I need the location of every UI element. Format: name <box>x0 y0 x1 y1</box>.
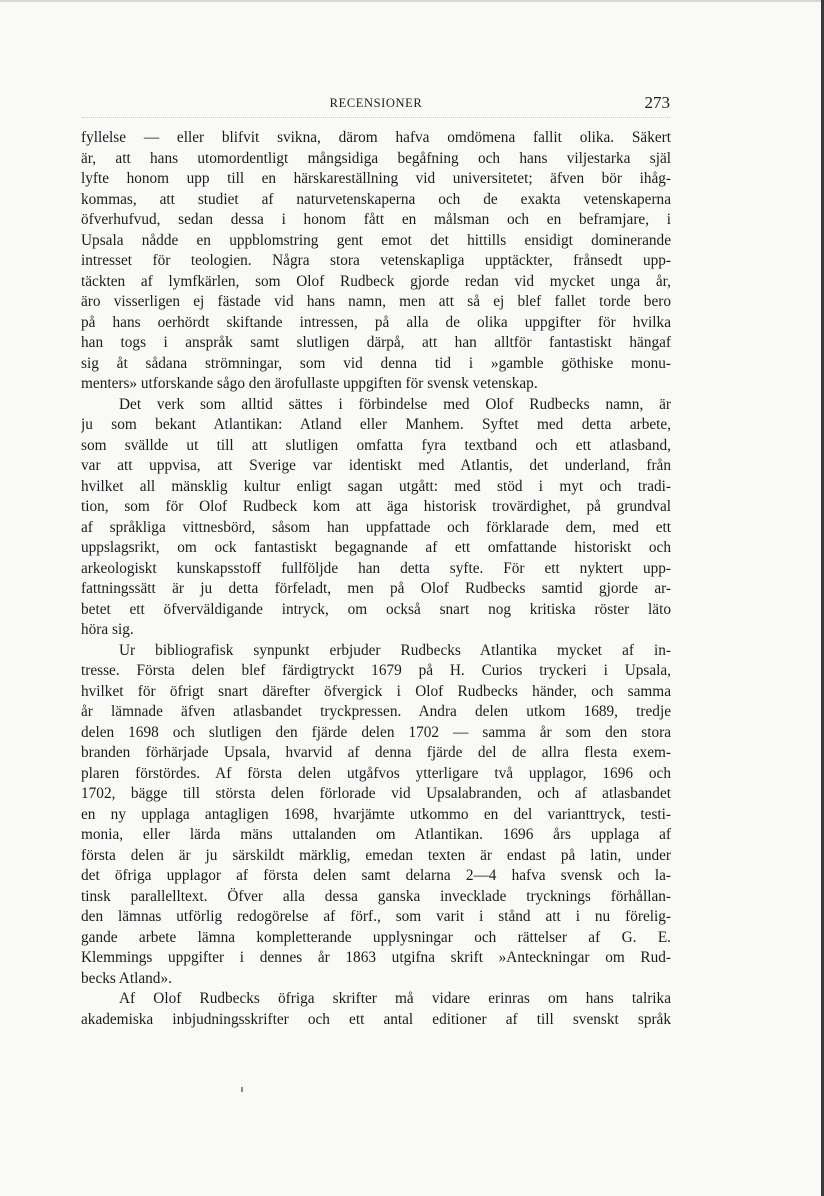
text-line: menters» utforskande sågo den ärofullaste uppgiften för svensk vetenskap. <box>81 375 538 392</box>
text-line: första delen är ju särskildt märklig, emedan texten är endast på latin, under <box>81 846 671 864</box>
text-line: hvilket all mänsklig kultur enligt sagan utgått: med stöd i myt och tradi- <box>81 477 671 495</box>
text-line: monia, eller lärda mäns uttalanden om Atlantikan. 1696 års upplaga af <box>81 826 671 843</box>
text-line: gande arbete lämna kompletterande upplysningar och rättelser af G. E. <box>81 928 671 946</box>
text-line: betet ett öfverväldigande intryck, om också snart nog kritiska röster läto <box>81 600 671 618</box>
text-line: hvilket för öfrigt snart därefter öfvergick i Olof Rudbecks händer, och samma <box>81 682 671 700</box>
text-line: akademiska inbjudningsskrifter och ett antal editioner af till svenskt språk <box>81 1010 671 1028</box>
text-line: tinsk parallelltext. Öfver alla dessa ganska invecklade trycknings förhållan- <box>81 887 671 905</box>
text-line: uppslagsrikt, om ock fantastiskt begagnande af ett omfattande historiskt och <box>81 539 671 556</box>
text-line: år lämnade äfven atlasbandet tryckpressen. Andra delen utkom 1689, tredje <box>81 703 671 720</box>
text-line: intresset för teologien. Några stora vetenskapliga upptäckter, frånsedt upp- <box>81 252 671 269</box>
text-line: Upsala nådde en uppblomstring gent emot det hittills ensidigt dominerande <box>81 231 671 249</box>
text-line: det öfriga upplagor af första delen samt delarna 2—4 hafva svensk och la- <box>81 867 671 884</box>
text-line: tion, som för Olof Rudbeck kom att äga historisk trovärdighet, på grundval <box>81 498 671 515</box>
text-line: en ny upplaga antagligen 1698, hvarjämte utkommo en del varianttryck, testi- <box>81 805 671 823</box>
text-line: plaren förstördes. Af första delen utgåfvos ytterligare två upplagor, 1696 och <box>81 764 671 782</box>
text-line: sig åt sådana strömningar, som vid denna tid i »gamble göthiske monu- <box>81 354 671 372</box>
text-line: var att uppvisa, att Sverige var identiskt med Atlantis, det underland, från <box>81 457 671 474</box>
running-title: RECENSIONER <box>329 96 423 110</box>
paragraph-start: Ur bibliografisk synpunkt erbjuder Rudbecks Atlantika mycket af in- <box>119 641 671 659</box>
text-line: delen 1698 och slutligen den fjärde delen 1702 — samma år som den stora <box>81 723 671 741</box>
paragraph-start: Det verk som alltid sättes i förbindelse med Olof Rudbecks namn, är <box>119 395 671 413</box>
text-line: 1702, bägge till största delen förlorade vid Upsalabranden, och af atlasbandet <box>81 785 671 802</box>
text-line: kommas, att studiet af naturvetenskaperna och de exakta vetenskaperna <box>81 190 671 208</box>
text-line: den lämnas utförlig redogörelse af förf., som varit i stånd att i nu förelig- <box>81 908 671 925</box>
text-line: på hans oerhördt skiftande intressen, på alla de olika uppgifter för hvilka <box>81 313 671 331</box>
header-rule <box>82 117 670 118</box>
scan-speck <box>241 1087 243 1092</box>
text-line: lyfte honom upp till en härskareställning vid universitetet; äfven bör ihåg- <box>81 170 671 187</box>
page-number: 273 <box>644 93 670 112</box>
text-line: arkeologiskt kunskapsstoff fullföljde han detta syfte. För ett nyktert upp- <box>81 559 671 577</box>
text-line: Klemmings uppgifter i dennes år 1863 utgifna skrift »Anteckningar om Rud- <box>81 949 671 966</box>
text-line: af språkliga vittnesbörd, såsom han uppfattade och förklarade dem, med ett <box>81 518 671 536</box>
text-line: branden förhärjade Upsala, hvarvid af denna fjärde del de allra flesta exem- <box>81 744 671 761</box>
text-line: tresse. Första delen blef färdigtryckt 1679 på H. Curios tryckeri i Upsala, <box>81 662 671 679</box>
running-head <box>82 93 670 116</box>
text-line: becks Atland». <box>81 969 172 987</box>
text-line: han togs i anspråk samt slutligen därpå, att han alltför fantastiskt hängaf <box>81 334 671 351</box>
text-line: öfverhufvud, sedan dessa i honom fått en målsman och en beframjare, i <box>81 211 671 228</box>
text-line: fyllelse — eller blifvit svikna, därom hafva omdömena fallit olika. Säkert <box>81 129 671 146</box>
paragraph-start: Af Olof Rudbecks öfriga skrifter må vidare erinras om hans talrika <box>119 990 671 1007</box>
text-line: är, att hans utomordentligt mångsidiga begåfning och hans viljestarka själ <box>81 149 671 167</box>
text-line: som svällde ut till att slutligen omfatta fyra textband och ett atlasband, <box>81 436 671 454</box>
text-line: täckten af lymfkärlen, som Olof Rudbeck gjorde redan vid mycket unga år, <box>81 272 671 290</box>
text-line: fattningssätt är ju detta förfeladt, men på Olof Rudbecks samtid gjorde ar- <box>81 580 671 597</box>
text-line: ju som bekant Atlantikan: Atland eller Manhem. Syftet med detta arbete, <box>81 416 671 433</box>
scan-edge-top <box>0 0 824 2</box>
text-line: höra sig. <box>81 621 134 638</box>
body-text <box>81 128 671 1030</box>
text-line: äro visserligen ej fästade vid hans namn, men att så ej blef fallet torde bero <box>81 293 671 310</box>
